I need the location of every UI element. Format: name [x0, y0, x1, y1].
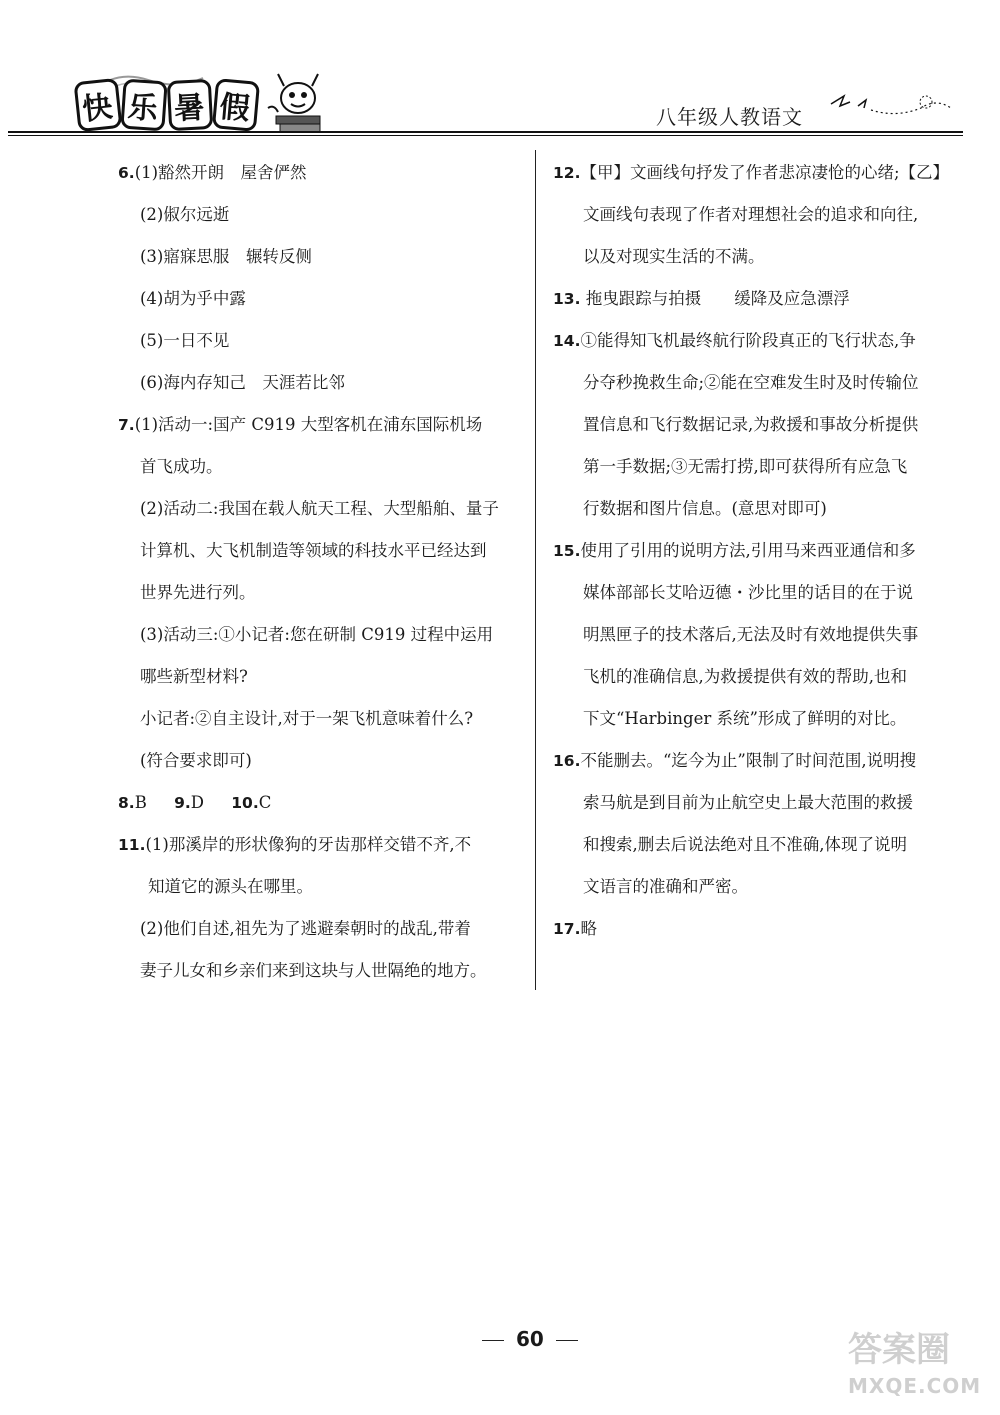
question-number: 11. — [118, 836, 146, 854]
answer-line: (3)活动三:①小记者:您在研制 C919 过程中运用 — [140, 625, 494, 644]
page-dash — [482, 1340, 504, 1341]
question-number: 6. — [118, 164, 135, 182]
answer-line: 索马航是到目前为止航空史上最大范围的救援 — [583, 793, 913, 812]
watermark-text: 答案圈 — [848, 1330, 950, 1370]
answer-line: 不能删去。“迄今为止”限制了时间范围,说明搜 — [580, 751, 917, 770]
answer-line: (1)活动一:国产 C919 大型客机在浦东国际机场 — [134, 415, 483, 434]
answer-line: 和搜索,删去后说法绝对且不准确,体现了说明 — [583, 835, 907, 854]
logo-char: 快 — [74, 78, 123, 132]
question-15 — [553, 530, 953, 740]
header-logo — [68, 68, 338, 138]
answer-line: (2)他们自述,祖先为了逃避秦朝时的战乱,带着 — [140, 919, 471, 938]
answer-line: 飞机的准确信息,为救援提供有效的帮助,也和 — [583, 667, 907, 686]
answer-line: 第一手数据;③无需打捞,即可获得所有应急飞 — [583, 457, 908, 476]
answer-line: 哪些新型材料? — [140, 667, 248, 686]
question-number: 8. — [118, 794, 135, 812]
left-column — [118, 152, 518, 992]
answer-choice: B — [134, 793, 147, 812]
questions-8-10 — [118, 782, 518, 824]
mascot-icon — [258, 68, 338, 138]
question-14 — [553, 320, 953, 530]
logo-title — [76, 80, 260, 130]
question-11 — [118, 824, 518, 992]
answer-line: 置信息和飞行数据记录,为救援和事故分析提供 — [583, 415, 919, 434]
answer-line: 文画线句表现了作者对理想社会的追求和向往, — [583, 205, 919, 224]
answer-line: (1)豁然开朗 屋舍俨然 — [134, 163, 307, 182]
answer-line: (1)那溪岸的形状像狗的牙齿那样交错不齐,不 — [145, 835, 472, 854]
bird-decoration-icon — [826, 84, 966, 124]
answer-line: 媒体部部长艾哈迈德・沙比里的话目的在于说 — [583, 583, 913, 602]
answer-line: 小记者:②自主设计,对于一架飞机意味着什么? — [140, 709, 474, 728]
logo-char: 暑 — [167, 79, 214, 131]
answer-line: 知道它的源头在哪里。 — [148, 877, 313, 896]
subject-title: 八年级人教语文 — [656, 105, 803, 129]
watermark-url: MXQE.COM — [848, 1374, 982, 1398]
right-column — [553, 152, 953, 950]
question-17 — [553, 908, 953, 950]
header-rule — [8, 131, 963, 133]
question-number: 17. — [553, 920, 581, 938]
answer-choice: C — [258, 793, 272, 812]
page-number — [470, 1327, 590, 1351]
answer-line: 计算机、大飞机制造等领域的科技水平已经达到 — [140, 541, 487, 560]
question-16 — [553, 740, 953, 908]
answer-line: ①能得知飞机最终航行阶段真正的飞行状态,争 — [580, 331, 916, 350]
answer-line: (2)活动二:我国在载人航天工程、大型船舶、量子 — [140, 499, 499, 518]
question-number: 14. — [553, 332, 581, 350]
question-number: 7. — [118, 416, 135, 434]
answer-line: 首飞成功。 — [140, 457, 223, 476]
answer-line: 略 — [580, 919, 597, 938]
question-6 — [118, 152, 518, 404]
question-number: 12. — [553, 164, 581, 182]
answer-line: 【甲】文画线句抒发了作者悲凉凄怆的心绪;【乙】 — [580, 163, 950, 182]
answer-line: 使用了引用的说明方法,引用马来西亚通信和多 — [580, 541, 916, 560]
answer-line: (5)一日不见 — [140, 331, 230, 350]
question-number: 10. — [231, 794, 259, 812]
question-number: 15. — [553, 542, 581, 560]
page-dash — [556, 1340, 578, 1341]
answer-line: 文语言的准确和严密。 — [583, 877, 748, 896]
question-number: 13. — [553, 290, 581, 308]
answer-line: (3)寤寐思服 辗转反侧 — [140, 247, 312, 266]
logo-char: 乐 — [120, 79, 167, 132]
column-divider — [535, 150, 536, 990]
question-number: 9. — [174, 794, 191, 812]
answer-line: 分夺秒挽救生命;②能在空难发生时及时传输位 — [583, 373, 919, 392]
answer-line: (2)俶尔远逝 — [140, 205, 230, 224]
header-rule-thin — [8, 135, 963, 136]
site-watermark — [848, 1322, 988, 1407]
answer-line: 以及对现实生活的不满。 — [583, 247, 765, 266]
answer-line: 拖曳跟踪与拍摄 缓降及应急漂浮 — [585, 289, 850, 308]
answer-choice: D — [190, 793, 204, 812]
answer-line: 下文“Harbinger 系统”形成了鲜明的对比。 — [583, 709, 907, 728]
answer-line: (4)胡为乎中露 — [140, 289, 246, 308]
question-13 — [553, 278, 953, 320]
answer-line: (6)海内存知己 天涯若比邻 — [140, 373, 345, 392]
answer-line: 明黑匣子的技术落后,无法及时有效地提供失事 — [583, 625, 919, 644]
question-12 — [553, 152, 953, 278]
logo-char: 假 — [212, 78, 260, 132]
answer-line: 妻子儿女和乡亲们来到这块与人世隔绝的地方。 — [140, 961, 487, 980]
question-number: 16. — [553, 752, 581, 770]
question-7 — [118, 404, 518, 782]
answer-line: (符合要求即可) — [140, 751, 252, 770]
answer-line: 行数据和图片信息。(意思对即可) — [583, 499, 827, 518]
page-number-text: 60 — [516, 1327, 544, 1351]
answer-line: 世界先进行列。 — [140, 583, 256, 602]
